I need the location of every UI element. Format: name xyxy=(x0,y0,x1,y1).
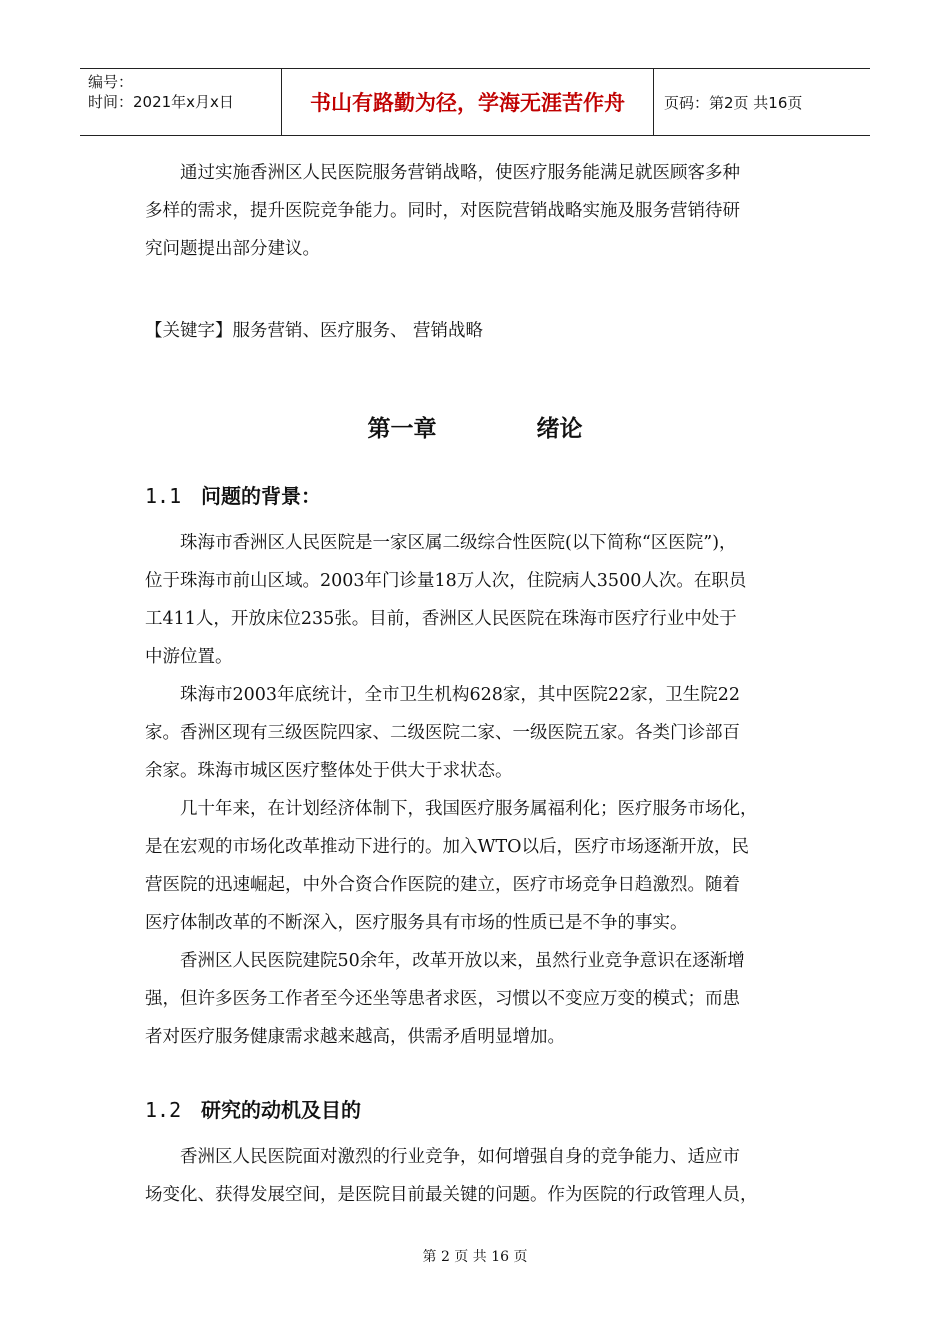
abstract-line: 多样的需求，提升医院竞争能力。同时，对医院营销战略实施及服务营销待研 xyxy=(145,201,740,221)
chapter-heading xyxy=(0,410,950,443)
body-line: 者对医疗服务健康需求越来越高，供需矛盾明显增加。 xyxy=(145,1027,565,1047)
keywords: 【关键字】服务营销、医疗服务、 营销战略 xyxy=(145,321,484,341)
section-heading-1-1 xyxy=(145,480,321,509)
chapter-label: 第一章 xyxy=(367,416,437,442)
body-line: 工411人，开放床位235张。目前，香洲区人民医院在珠海市医疗行业中处于 xyxy=(145,609,737,629)
body-line: 余家。珠海市城区医疗整体处于供大于求状态。 xyxy=(145,761,513,781)
section-number: 1.1 xyxy=(145,484,182,508)
header-table xyxy=(80,68,870,136)
body-line: 珠海市香洲区人民医院是一家区属二级综合性医院(以下简称“区医院”)， xyxy=(180,533,737,553)
abstract-line: 通过实施香洲区人民医院服务营销战略，使医疗服务能满足就医顾客多种 xyxy=(180,163,740,183)
page-footer: 第 2 页 共 16 页 xyxy=(422,1249,528,1265)
body-line: 医疗体制改革的不断深入，医疗服务具有市场的性质已是不争的事实。 xyxy=(145,913,688,933)
header-meta-cell xyxy=(80,69,282,135)
body-line: 中游位置。 xyxy=(145,647,233,667)
body-line: 是在宏观的市场化改革推动下进行的。加入WTO以后，医疗市场逐渐开放，民 xyxy=(145,837,750,857)
body-line: 几十年来，在计划经济体制下，我国医疗服务属福利化；医疗服务市场化， xyxy=(180,799,758,819)
chapter-title: 绪论 xyxy=(536,416,583,442)
body-line: 位于珠海市前山区域。2003年门诊量18万人次，住院病人3500人次。在职员 xyxy=(145,571,747,591)
abstract-line: 究问题提出部分建议。 xyxy=(145,239,320,259)
abstract-paragraph xyxy=(145,154,805,268)
body-line: 香洲区人民医院建院50余年，改革开放以来，虽然行业竞争意识在逐渐增 xyxy=(180,951,745,971)
body-line: 家。香洲区现有三级医院四家、二级医院二家、一级医院五家。各类门诊部百 xyxy=(145,723,740,743)
body-line: 场变化、获得发展空间，是医院目前最关键的问题。作为医院的行政管理人员， xyxy=(145,1185,758,1205)
header-page-info: 页码：第2页 共16页 xyxy=(664,93,803,112)
body-line: 香洲区人民医院面对激烈的行业竞争，如何增强自身的竞争能力、适应市 xyxy=(180,1147,740,1167)
time-label: 时间：2021年x月x日 xyxy=(88,93,234,111)
body-line: 营医院的迅速崛起，中外合资合作医院的建立，医疗市场竞争日趋激烈。随着 xyxy=(145,875,740,895)
section-title: 研究的动机及目的 xyxy=(201,1098,361,1122)
header-motto: 书山有路勤为径，学海无涯苦作舟 xyxy=(282,69,654,135)
section-heading-1-2 xyxy=(145,1094,361,1123)
body-line: 强，但许多医务工作者至今还坐等患者求医，习惯以不变应万变的模式；而患 xyxy=(145,989,740,1009)
section-number: 1.2 xyxy=(145,1098,182,1122)
body-line: 珠海市2003年底统计，全市卫生机构628家，其中医院22家，卫生院22 xyxy=(180,685,740,705)
section1-body xyxy=(145,524,805,1056)
section-title: 问题的背景： xyxy=(201,484,321,508)
section2-body xyxy=(145,1138,805,1214)
serial-label: 编号： xyxy=(88,73,134,91)
